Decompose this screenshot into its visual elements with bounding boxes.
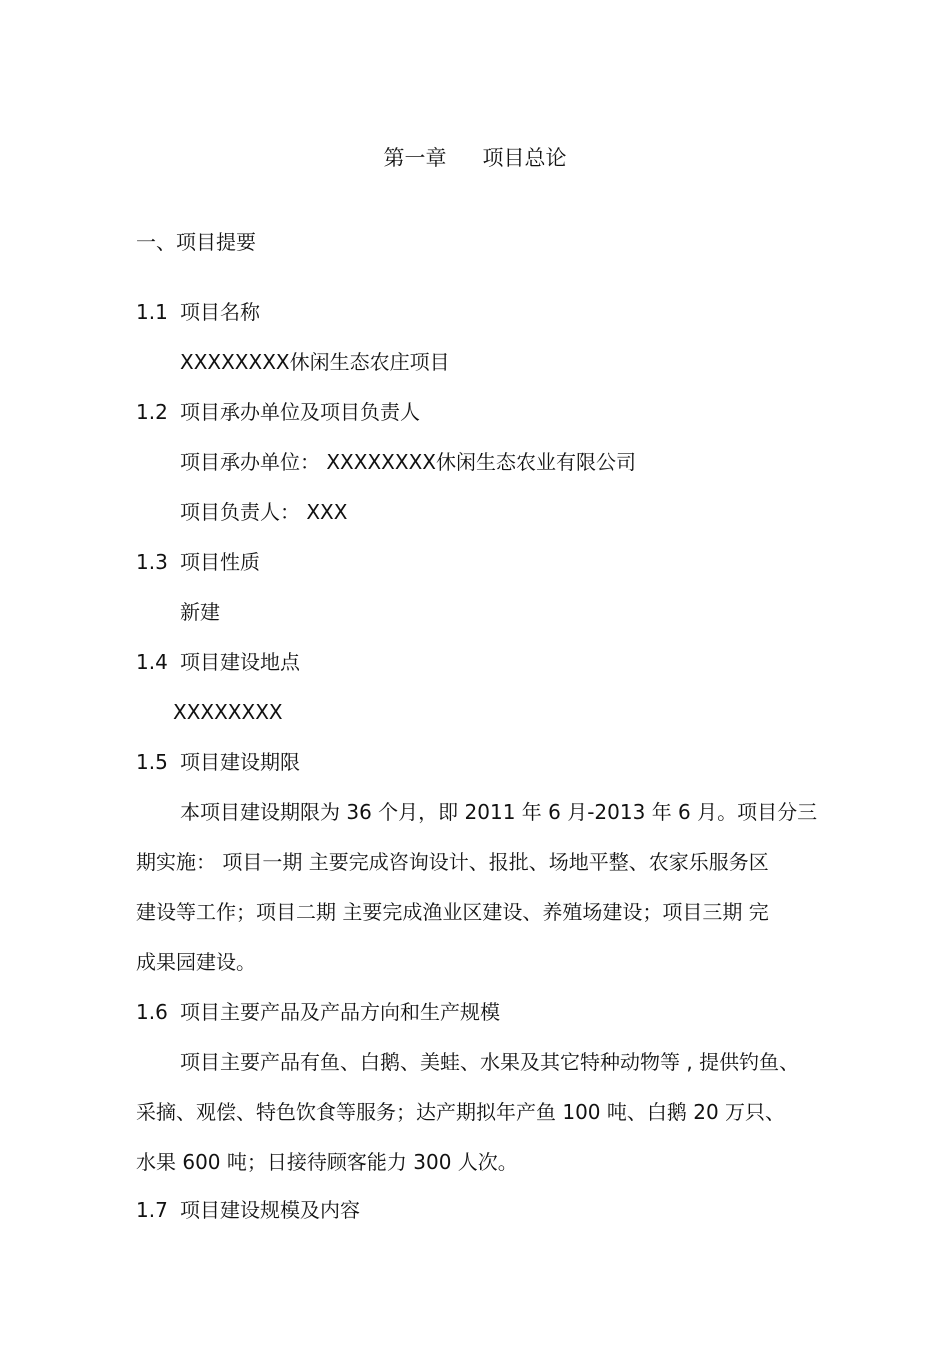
chapter-name: 项目总论: [482, 146, 567, 170]
item-label: 项目承办单位及项目负责人: [180, 400, 420, 424]
paragraph-1-5-line-2: 期实施： 项目一期 主要完成咨询设计、报批、场地平整、农家乐服务区: [136, 850, 769, 874]
item-label: 项目名称: [180, 300, 260, 324]
item-body-1-4: XXXXXXXX: [173, 700, 283, 724]
item-label: 项目建设期限: [180, 750, 300, 774]
item-label: 项目建设地点: [180, 650, 300, 674]
item-heading-1-7: [136, 1196, 360, 1224]
section-heading: 一、项目提要: [136, 230, 256, 254]
item-heading-1-4: [136, 648, 300, 676]
item-number: 1.2: [136, 400, 168, 424]
item-body-1-2-leader: 项目负责人： XXX: [180, 500, 348, 524]
item-heading-1-5: [136, 748, 300, 776]
item-body-1-1: XXXXXXXX休闲生态农庄项目: [180, 350, 450, 374]
item-label: 项目性质: [180, 550, 260, 574]
item-label: 项目建设规模及内容: [180, 1198, 360, 1222]
item-heading-1-6: [136, 998, 500, 1026]
item-number: 1.5: [136, 750, 168, 774]
item-number: 1.1: [136, 300, 168, 324]
item-heading-1-1: [136, 298, 260, 326]
paragraph-1-6-line-2: 采摘、观偿、特色饮食等服务；达产期拟年产鱼 100 吨、白鹅 20 万只、: [136, 1100, 786, 1124]
paragraph-1-5-line-1: 本项目建设期限为 36 个月，即 2011 年 6 月-2013 年 6 月。项目分三: [180, 800, 818, 824]
item-heading-1-3: [136, 548, 260, 576]
item-body-1-3: 新建: [180, 600, 220, 624]
paragraph-1-5-line-4: 成果园建设。: [136, 950, 256, 974]
paragraph-1-6-line-3: 水果 600 吨；日接待顾客能力 300 人次。: [136, 1150, 518, 1174]
paragraph-1-5-line-3: 建设等工作；项目二期 主要完成渔业区建设、养殖场建设；项目三期 完: [136, 900, 769, 924]
item-body-1-2-unit: 项目承办单位： XXXXXXXX休闲生态农业有限公司: [180, 450, 636, 474]
paragraph-1-6-line-1: 项目主要产品有鱼、白鹅、美蛙、水果及其它特种动物等 , 提供钓鱼、: [180, 1050, 800, 1074]
item-number: 1.7: [136, 1198, 168, 1222]
item-number: 1.6: [136, 1000, 168, 1024]
item-number: 1.3: [136, 550, 168, 574]
chapter-title: [0, 144, 950, 172]
item-label: 项目主要产品及产品方向和生产规模: [180, 1000, 500, 1024]
item-number: 1.4: [136, 650, 168, 674]
chapter-number: 第一章: [383, 146, 447, 170]
item-heading-1-2: [136, 398, 420, 426]
